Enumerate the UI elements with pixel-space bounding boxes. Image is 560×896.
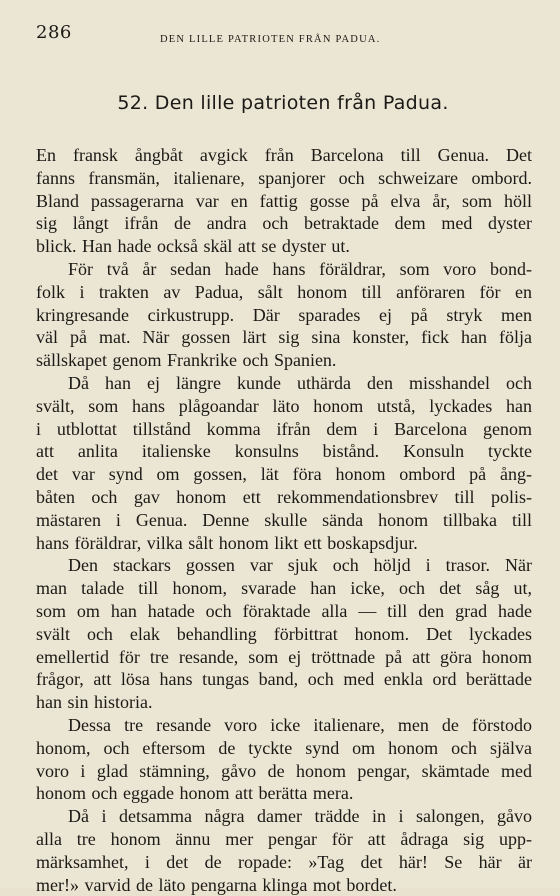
text-line: emellertid för tre resande, som ej tröttnade på att göra honom bbox=[36, 646, 532, 669]
text-line: man talade till honom, svarade han icke, och det såg ut, bbox=[36, 577, 532, 600]
paragraph bbox=[36, 554, 532, 714]
text-line: Bland passagerarna var en fattig gosse på elva år, som höll bbox=[36, 190, 532, 213]
paragraph bbox=[36, 714, 532, 805]
text-line: mer!» varvid de läto pengarna klinga mot bordet. bbox=[36, 874, 532, 896]
text-line: i utblottat tillstånd komma ifrån dem i Barcelona genom bbox=[36, 418, 532, 441]
text-line: Den stackars gossen var sjuk och höljd i trasor. När bbox=[36, 554, 532, 577]
text-line: För två år sedan hade hans föräldrar, som voro bond- bbox=[36, 258, 532, 281]
paragraph bbox=[36, 144, 532, 258]
paragraph bbox=[36, 258, 532, 372]
text-line: alla tre honom ännu mer pengar för att ådraga sig upp- bbox=[36, 828, 532, 851]
chapter-heading: 52. Den lille patrioten från Padua. bbox=[0, 92, 560, 114]
text-line: svält och elak behandling förbittrat honom. Det lyckades bbox=[36, 623, 532, 646]
text-line: sällskapet genom Frankrike och Spanien. bbox=[36, 349, 532, 372]
text-line: svält, som hans plågoandar läto honom utstå, lyckades han bbox=[36, 395, 532, 418]
page-number: 286 bbox=[36, 22, 72, 43]
body-text bbox=[36, 144, 532, 896]
text-line: frågor, att lösa hans tungas band, och med enkla ord berättade bbox=[36, 668, 532, 691]
paragraph bbox=[36, 372, 532, 554]
text-line: han sin historia. bbox=[36, 691, 532, 714]
text-line: märksamhet, i det de ropade: »Tag det här! Se här är bbox=[36, 851, 532, 874]
text-line: Då i detsamma några damer trädde in i salongen, gåvo bbox=[36, 805, 532, 828]
text-line: En fransk ångbåt avgick från Barcelona till Genua. Det bbox=[36, 144, 532, 167]
text-line: voro i glad stämning, gåvo de honom pengar, skämtade med bbox=[36, 760, 532, 783]
text-line: folk i trakten av Padua, sålt honom till anföraren för en bbox=[36, 281, 532, 304]
text-line: kringresande cirkustrupp. Där sparades ej på stryk men bbox=[36, 304, 532, 327]
text-line: båten och gav honom ett rekommendationsbrev till polis- bbox=[36, 486, 532, 509]
text-line: honom, och eftersom de tyckte synd om honom och själva bbox=[36, 737, 532, 760]
text-line: som om han hatade och föraktade alla — till den grad hade bbox=[36, 600, 532, 623]
text-line: fanns fransmän, italienare, spanjorer och schweizare ombord. bbox=[36, 167, 532, 190]
text-line: honom och eggade honom att berätta mera. bbox=[36, 782, 532, 805]
text-line: väl på mat. När gossen lärt sig sina konster, fick han följa bbox=[36, 326, 532, 349]
running-head: DEN LILLE PATRIOTEN FRÅN PADUA. bbox=[160, 34, 380, 45]
text-line: Då han ej längre kunde uthärda den misshandel och bbox=[36, 372, 532, 395]
text-line: blick. Han hade också skäl att se dyster ut. bbox=[36, 235, 532, 258]
paragraph bbox=[36, 805, 532, 896]
text-line: Dessa tre resande voro icke italienare, men de förstodo bbox=[36, 714, 532, 737]
text-line: det var synd om gossen, lät föra honom ombord på ång- bbox=[36, 463, 532, 486]
text-line: mästaren i Genua. Denne skulle sända honom tillbaka till bbox=[36, 509, 532, 532]
text-line: att anlita italienske konsulns bistånd. Konsuln tyckte bbox=[36, 440, 532, 463]
text-line: sig långt ifrån de andra och betraktade dem med dyster bbox=[36, 212, 532, 235]
text-line: hans föräldrar, vilka sålt honom likt ett boskapsdjur. bbox=[36, 532, 532, 555]
